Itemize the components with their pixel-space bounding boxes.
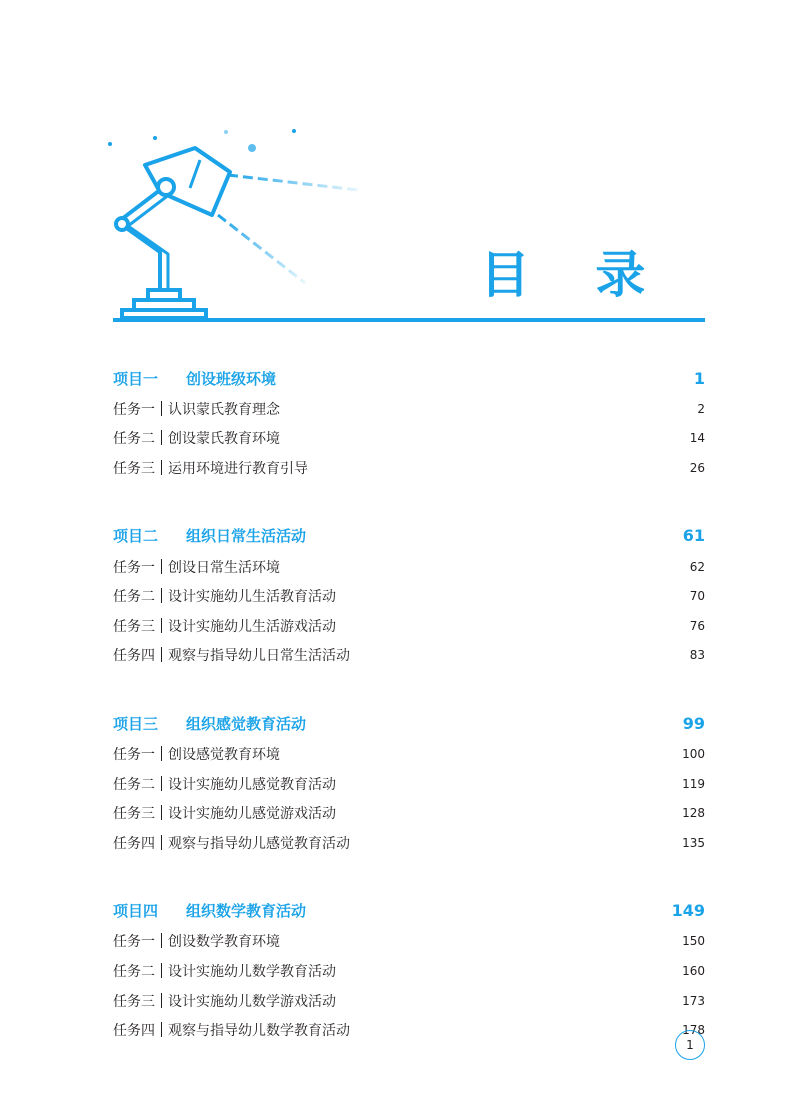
task-title: 设计实施幼儿感觉游戏活动 [168,806,336,823]
separator-bar [161,647,162,662]
task-label: 任务三 [113,618,155,635]
task-label: 任务三 [113,806,155,823]
task-label: 任务二 [113,776,155,793]
toc-task-entry[interactable] [113,641,705,671]
task-title: 设计实施幼儿数学游戏活动 [168,993,336,1010]
toc-section-heading[interactable] [113,707,705,739]
task-label: 任务二 [113,431,155,448]
toc-task-entry[interactable] [113,739,705,769]
task-label: 任务三 [113,993,155,1010]
toc-section-heading[interactable] [113,895,705,927]
task-title: 认识蒙氏教育理念 [168,401,280,418]
task-title: 设计实施幼儿生活教育活动 [168,589,336,606]
task-page-number: 14 [689,431,705,446]
task-title: 运用环境进行教育引导 [168,460,308,477]
table-of-contents [113,362,705,1082]
page-number-badge: 1 [675,1030,705,1060]
task-title: 创设日常生活环境 [168,559,280,576]
task-label: 任务四 [113,835,155,852]
toc-section [113,707,705,857]
separator-bar [161,805,162,820]
separator-bar [161,746,162,761]
toc-section [113,362,705,483]
toc-task-entry[interactable] [113,552,705,582]
toc-task-entry[interactable] [113,956,705,986]
toc-task-entry[interactable] [113,453,705,483]
task-page-number: 128 [682,806,705,821]
title-divider [113,318,705,322]
toc-section [113,895,705,1045]
separator-bar [161,460,162,475]
separator-bar [161,1022,162,1037]
toc-task-entry[interactable] [113,828,705,858]
task-page-number: 160 [682,963,705,978]
section-title: 组织日常生活活动 [186,527,307,546]
task-title: 创设数学教育环境 [168,934,280,951]
task-title: 创设蒙氏教育环境 [168,431,280,448]
task-page-number: 178 [682,1023,705,1038]
task-page-number: 2 [697,401,705,416]
task-page-number: 83 [689,648,705,663]
section-page-number: 99 [682,713,705,733]
section-page-number: 1 [693,368,705,388]
separator-bar [161,776,162,791]
toc-task-entry[interactable] [113,1015,705,1045]
separator-bar [161,618,162,633]
toc-section-heading[interactable] [113,362,705,394]
section-label: 项目三 [113,714,159,733]
task-label: 任务一 [113,401,155,418]
toc-task-entry[interactable] [113,394,705,424]
task-title: 观察与指导幼儿数学教育活动 [168,1023,350,1040]
separator-bar [161,933,162,948]
toc-task-entry[interactable] [113,581,705,611]
separator-bar [161,401,162,416]
section-title: 创设班级环境 [186,369,277,388]
task-page-number: 100 [682,746,705,761]
toc-task-entry[interactable] [113,927,705,957]
section-page-number: 149 [671,901,705,921]
section-page-number: 61 [682,526,705,546]
task-title: 设计实施幼儿感觉教育活动 [168,776,336,793]
task-title: 设计实施幼儿数学教育活动 [168,963,336,980]
task-label: 任务二 [113,589,155,606]
task-page-number: 70 [689,589,705,604]
section-label: 项目二 [113,527,159,546]
toc-section [113,520,705,670]
task-page-number: 135 [682,835,705,850]
task-page-number: 76 [689,618,705,633]
page-title: 目 录 [480,245,670,304]
task-title: 设计实施幼儿生活游戏活动 [168,618,336,635]
task-page-number: 150 [682,934,705,949]
separator-bar [161,559,162,574]
separator-bar [161,588,162,603]
task-page-number: 119 [682,776,705,791]
toc-task-entry[interactable] [113,986,705,1016]
task-page-number: 62 [689,559,705,574]
task-label: 任务三 [113,460,155,477]
desk-lamp-illustration [100,120,370,330]
task-label: 任务一 [113,746,155,763]
separator-bar [161,835,162,850]
task-title: 观察与指导幼儿日常生活活动 [168,648,350,665]
separator-bar [161,963,162,978]
task-label: 任务四 [113,1023,155,1040]
task-label: 任务四 [113,648,155,665]
task-title: 创设感觉教育环境 [168,746,280,763]
task-label: 任务一 [113,934,155,951]
section-label: 项目四 [113,902,159,921]
task-label: 任务二 [113,963,155,980]
task-page-number: 173 [682,993,705,1008]
section-label: 项目一 [113,369,159,388]
task-title: 观察与指导幼儿感觉教育活动 [168,835,350,852]
task-page-number: 26 [689,460,705,475]
toc-task-entry[interactable] [113,798,705,828]
separator-bar [161,993,162,1008]
separator-bar [161,430,162,445]
task-label: 任务一 [113,559,155,576]
toc-section-heading[interactable] [113,520,705,552]
toc-task-entry[interactable] [113,424,705,454]
section-title: 组织数学教育活动 [186,902,307,921]
toc-task-entry[interactable] [113,769,705,799]
section-title: 组织感觉教育活动 [186,714,307,733]
toc-task-entry[interactable] [113,611,705,641]
